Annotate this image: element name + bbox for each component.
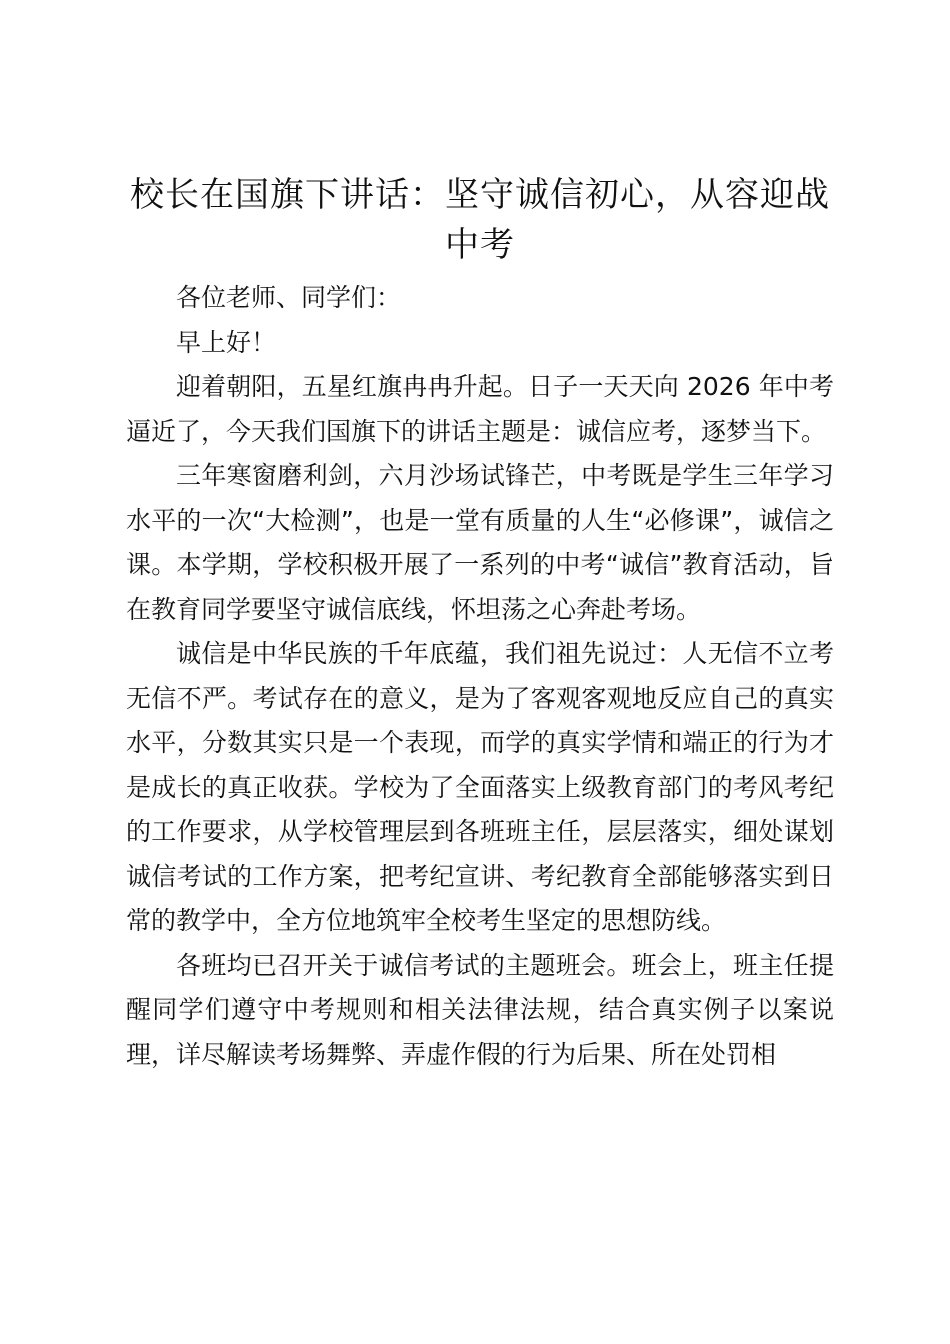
paragraph-1: 迎着朝阳，五星红旗冉冉升起。日子一天天向 2026 年中考逼近了，今天我们国旗下的讲话主题是：诚信应考，逐梦当下。 (126, 372, 834, 446)
document-body (126, 276, 834, 1077)
greeting-line: 各位老师、同学们： (176, 283, 402, 312)
paragraph-3: 诚信是中华民族的千年底蕴，我们祖先说过：人无信不立考无信不严。考试存在的意义，是为了客观客观地反应自己的真实水平，分数其实只是一个表现，而学的真实学情和端正的行为才是成长的真正收获。学校为了全面落实上级教育部门的考风考纪的工作要求，从学校管理层到各班班主任，层层落实，细处谋划诚信考试的工作方案，把考纪宣讲、考纪教育全部能够落实到日常的教学中，全方位地筑牢全校考生坚定的思想防线。 (126, 639, 834, 935)
document-title: 校长在国旗下讲话：坚守诚信初心，从容迎战中考 (130, 175, 830, 265)
salutation-line: 早上好！ (176, 327, 277, 357)
paragraph-2: 三年寒窗磨利剑，六月沙场试锋芒，中考既是学生三年学习水平的一次“大检测”，也是一堂有质量的人生“必修课”，诚信之课。本学期，学校积极开展了一系列的中考“诚信”教育活动，旨在教育同学要坚守诚信底线，怀坦荡之心奔赴考场。 (126, 461, 834, 624)
paragraph-4: 各班均已召开关于诚信考试的主题班会。班会上，班主任提醒同学们遵守中考规则和相关法律法规，结合真实例子以案说理，详尽解读考场舞弊、弄虚作假的行为后果、所在处罚相 (126, 950, 834, 1069)
